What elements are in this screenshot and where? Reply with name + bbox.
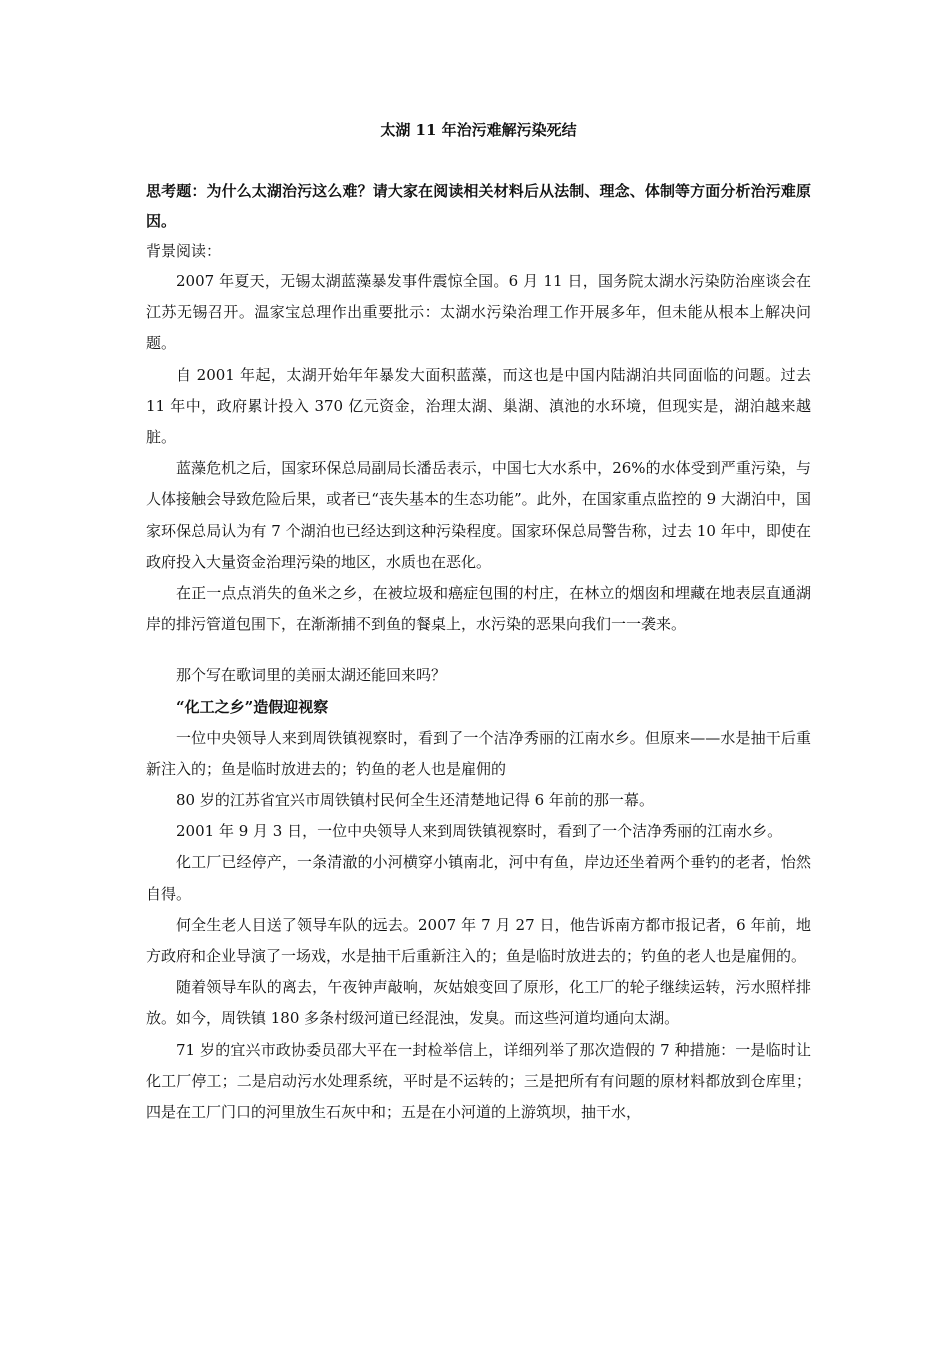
paragraph-spacer [146,640,811,660]
paragraph: 何全生老人目送了领导车队的远去。2007 年 7 月 27 日，他告诉南方都市报记者，6 年前，地方政府和企业导演了一场戏，水是抽干后重新注入的；鱼是临时放进去的；钓鱼的老人也是雇佣的。 [146,915,811,966]
paragraph: 2001 年 9 月 3 日，一位中央领导人来到周铁镇视察时，看到了一个洁净秀丽的江南水乡。 [176,822,783,841]
background-reading-label: 背景阅读： [146,242,222,260]
section-heading: “化工之乡”造假迎视察 [176,697,329,716]
discussion-question: 思考题：为什么太湖治污这么难？请大家在阅读相关材料后从法制、理念、体制等方面分析治污难原因。 [146,182,811,230]
paragraph: 那个写在歌词里的美丽太湖还能回来吗？ [176,666,447,685]
paragraph: 在正一点点消失的鱼米之乡，在被垃圾和癌症包围的村庄，在林立的烟囱和埋藏在地表层直通湖岸的排污管道包围下，在渐渐捕不到鱼的餐桌上，水污染的恶果向我们一一袭来。 [146,584,811,634]
document-title: 太湖 11 年治污难解污染死结 [380,121,577,139]
paragraph: 自 2001 年起，太湖开始年年暴发大面积蓝藻，而这也是中国内陆湖泊共同面临的问题。过去 11 年中，政府累计投入 370 亿元资金，治理太湖、巢湖、滇池的水环境，但现实是，湖泊越来越脏。 [146,365,811,447]
paragraph: 80 岁的江苏省宜兴市周铁镇村民何全生还清楚地记得 6 年前的那一幕。 [176,791,654,810]
paragraph: 2007 年夏天，无锡太湖蓝藻暴发事件震惊全国。6 月 11 日，国务院太湖水污染防治座谈会在江苏无锡召开。温家宝总理作出重要批示：太湖水污染治理工作开展多年，但未能从根本上解决问题。 [146,272,811,353]
paragraph: 蓝藻危机之后，国家环保总局副局长潘岳表示，中国七大水系中，26%的水体受到严重污染，与人体接触会导致危险后果，或者已“丧失基本的生态功能”。此外，在国家重点监控的 9 大湖泊中，国家环保总局认为有 7 个湖泊也已经达到这种污染程度。国家环保总局警告称，过去 10 年中，即使在政府投入大量资金治理污染的地区，水质也在恶化。 [146,459,811,571]
paragraph: 71 岁的宜兴市政协委员邵大平在一封检举信上，详细列举了那次造假的 7 种措施：一是临时让化工厂停工；二是启动污水处理系统，平时是不运转的；三是把所有有问题的原材料都放到仓库里；四是在工厂门口的河里放生石灰中和；五是在小河道的上游筑坝，抽干水， [146,1040,811,1122]
document-body [146,118,811,1128]
paragraph: 随着领导车队的离去，午夜钟声敲响，灰姑娘变回了原形，化工厂的轮子继续运转，污水照样排放。如今，周铁镇 180 多条村级河道已经混浊，发臭。而这些河道均通向太湖。 [146,978,811,1028]
paragraph: 化工厂已经停产，一条清澈的小河横穿小镇南北，河中有鱼，岸边还坐着两个垂钓的老者，怡然自得。 [146,853,811,903]
paragraph: 一位中央领导人来到周铁镇视察时，看到了一个洁净秀丽的江南水乡。但原来——水是抽干后重新注入的；鱼是临时放进去的；钓鱼的老人也是雇佣的 [146,728,811,778]
